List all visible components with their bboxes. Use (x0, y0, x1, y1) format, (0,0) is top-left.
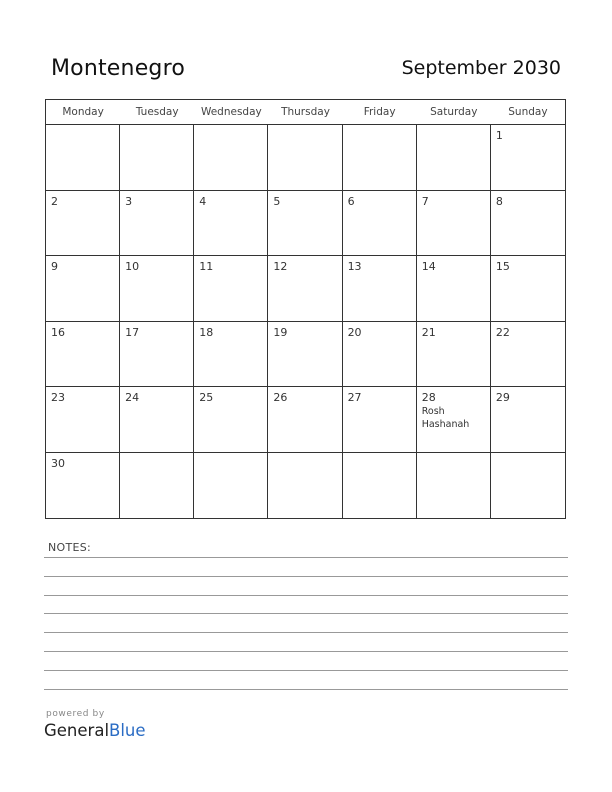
note-line (44, 689, 568, 690)
day-number: 6 (347, 194, 355, 208)
day-cell (46, 387, 120, 453)
day-number: 2 (51, 194, 58, 208)
day-number: 20 (347, 325, 362, 339)
day-number: 18 (199, 325, 214, 339)
country-title: Montenegro (51, 56, 186, 81)
day-cell (343, 387, 417, 453)
day-number: 4 (199, 194, 207, 208)
day-cell (417, 191, 491, 257)
weekday-header: Friday (363, 106, 396, 118)
day-number: 25 (199, 391, 214, 404)
weekday-header: Saturday (430, 106, 478, 118)
day-cell (491, 256, 565, 322)
day-cell (343, 453, 417, 519)
day-cell (417, 256, 491, 322)
day-cell (268, 125, 342, 191)
day-number: 1 (495, 129, 503, 142)
day-number: 28 (421, 391, 436, 404)
day-cell (417, 125, 491, 191)
brand-general-text: General (44, 721, 110, 740)
day-number: 21 (421, 325, 436, 339)
day-number: 13 (347, 260, 362, 273)
day-cell (120, 387, 194, 453)
day-cell (491, 453, 565, 519)
day-cell (46, 256, 120, 322)
day-number: 16 (51, 325, 65, 339)
day-cell (120, 191, 194, 257)
day-cell (343, 322, 417, 388)
day-cell (268, 322, 342, 388)
note-line (44, 613, 568, 614)
day-cell (194, 387, 268, 453)
brand-blue-text: Blue (109, 721, 146, 740)
day-cell (268, 256, 342, 322)
note-line (44, 557, 568, 558)
day-number: 14 (421, 260, 436, 273)
day-cell (46, 322, 120, 388)
day-cell (417, 322, 491, 388)
day-number: 15 (495, 260, 510, 273)
day-cell (268, 387, 342, 453)
day-number: 11 (199, 260, 214, 273)
weekday-header: Monday (62, 106, 104, 118)
day-number: 19 (273, 325, 288, 339)
day-cell (194, 256, 268, 322)
day-cell (194, 191, 268, 257)
day-cell (343, 125, 417, 191)
day-number: 29 (495, 391, 510, 404)
day-cell (343, 191, 417, 257)
day-number: 10 (125, 260, 140, 273)
day-cell (491, 387, 565, 453)
calendar-body (46, 125, 565, 518)
day-cell (194, 125, 268, 191)
day-number: 3 (125, 194, 133, 208)
weekday-header: Thursday (281, 106, 330, 118)
day-cell (417, 453, 491, 519)
month-year-title: September 2030 (401, 57, 561, 79)
day-cell (194, 453, 268, 519)
day-number: 17 (125, 325, 140, 339)
day-number: 5 (273, 194, 281, 208)
day-cell (491, 322, 565, 388)
day-cell (120, 125, 194, 191)
note-line (44, 670, 568, 671)
holiday-label: Rosh Hashanah (421, 406, 470, 430)
day-number: 7 (421, 194, 429, 208)
day-cell (46, 125, 120, 191)
day-cell (46, 191, 120, 257)
powered-by-text: powered by (46, 709, 105, 719)
day-number: 9 (51, 260, 58, 273)
weekday-header-row (46, 100, 565, 125)
notes-label: NOTES: (48, 541, 92, 554)
day-number: 23 (51, 391, 65, 404)
generalblue-logo (44, 721, 146, 740)
day-cell (491, 125, 565, 191)
day-number: 30 (51, 456, 65, 470)
note-line (44, 651, 568, 652)
day-number: 22 (495, 325, 510, 339)
calendar-grid (45, 99, 566, 519)
day-number: 8 (495, 194, 503, 208)
day-cell (268, 453, 342, 519)
day-cell (120, 453, 194, 519)
day-cell (491, 191, 565, 257)
day-cell (343, 256, 417, 322)
note-line (44, 632, 568, 633)
weekday-header: Tuesday (135, 106, 179, 118)
day-number: 27 (347, 391, 362, 404)
note-line (44, 576, 568, 577)
day-cell (120, 322, 194, 388)
day-number: 24 (125, 391, 140, 404)
day-cell (268, 191, 342, 257)
day-cell (46, 453, 120, 519)
day-number: 26 (273, 391, 288, 404)
day-cell (194, 322, 268, 388)
day-cell (417, 387, 491, 453)
day-number: 12 (273, 260, 288, 273)
note-line (44, 595, 568, 596)
weekday-header: Wednesday (200, 106, 262, 118)
weekday-header: Sunday (508, 106, 548, 118)
day-cell (120, 256, 194, 322)
